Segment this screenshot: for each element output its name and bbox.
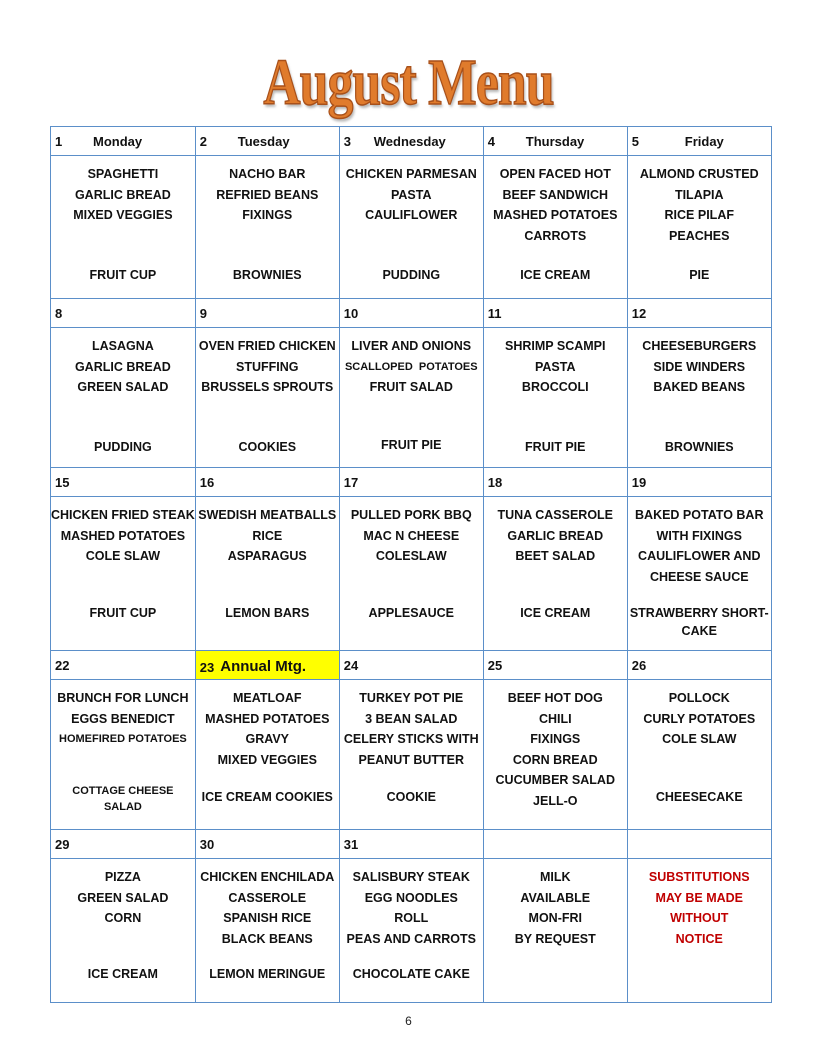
menu-item: GARLIC BREAD — [507, 528, 604, 543]
milk-note-cell — [484, 859, 627, 1002]
menu-item: ASPARAGUS — [227, 549, 307, 564]
date-number: 16 — [199, 474, 215, 490]
menu-item: CHICKEN FRIED STEAK — [51, 508, 195, 522]
week-1-header-row — [51, 127, 772, 156]
main-items — [628, 156, 771, 246]
dessert-item: ICE CREAM — [520, 606, 591, 620]
day-header — [484, 127, 627, 155]
day-header — [340, 830, 483, 858]
note-line: MILK — [539, 870, 571, 884]
menu-item: RICE — [252, 528, 283, 543]
main-items — [484, 328, 627, 398]
menu-item: PEAS AND CARROTS — [346, 931, 476, 946]
date-number: 4 — [487, 133, 495, 149]
main-items — [51, 497, 195, 567]
menu-item: MIXED VEGGIES — [73, 208, 173, 223]
empty-header — [628, 830, 771, 858]
week-2-menu-row — [51, 328, 772, 468]
day-header — [51, 299, 195, 327]
menu-cell — [484, 156, 627, 298]
note-line: SUBSTITUTIONS — [648, 870, 750, 884]
day-header — [196, 830, 339, 858]
main-items — [484, 156, 627, 246]
date-number: 22 — [55, 657, 70, 673]
day-header — [484, 651, 627, 679]
menu-item: CHEESEBURGERS — [642, 339, 757, 353]
week-1-menu-row — [51, 156, 772, 299]
dessert-item: LEMON MERINGUE — [209, 967, 326, 981]
substitution-notice-cell — [628, 859, 771, 1002]
milk-note — [484, 859, 627, 949]
menu-item: ALMOND CRUSTED — [639, 167, 759, 181]
day-header — [628, 299, 771, 327]
menu-item: PASTA — [391, 187, 432, 202]
menu-cell — [628, 328, 771, 467]
dessert-item: PUDDING — [382, 268, 441, 282]
menu-cell — [51, 497, 195, 650]
date-number: 15 — [55, 474, 70, 490]
main-items — [196, 156, 339, 226]
day-header — [340, 299, 483, 327]
day-header — [340, 651, 483, 679]
menu-item: MASHED POTATOES — [493, 208, 618, 223]
menu-item: SHRIMP SCAMPI — [505, 339, 606, 353]
dessert-item: ICE CREAM — [520, 268, 591, 282]
menu-item: 3 BEAN SALAD — [365, 711, 458, 726]
menu-item: STUFFING — [236, 359, 299, 374]
menu-item: OPEN FACED HOT — [499, 167, 611, 181]
note-line: MAY BE MADE — [655, 890, 744, 905]
menu-item: HOMEFIRED POTATOES — [59, 733, 187, 746]
main-items — [340, 680, 483, 770]
menu-item: SCALLOPED POTATOES — [344, 360, 478, 373]
menu-item: LASAGNA — [91, 339, 154, 353]
menu-item: BEEF SANDWICH — [502, 187, 609, 202]
dessert-item: CHEESECAKE — [655, 790, 743, 804]
dessert-item: SALAD — [103, 801, 142, 813]
menu-item: CUCUMBER SALAD — [495, 773, 615, 788]
day-header — [196, 127, 339, 155]
main-items — [628, 328, 771, 398]
menu-item: CURLY POTATOES — [643, 711, 756, 726]
menu-item: LIVER AND ONIONS — [351, 339, 472, 353]
main-items — [340, 859, 483, 949]
dessert-item: APPLESAUCE — [368, 606, 454, 620]
menu-item: POLLOCK — [668, 691, 730, 705]
menu-item: COLE SLAW — [85, 549, 161, 564]
menu-item: OVEN FRIED CHICKEN — [198, 339, 336, 353]
menu-cell — [628, 497, 771, 650]
main-items — [51, 156, 195, 226]
menu-cell — [340, 156, 483, 298]
empty-header — [484, 830, 627, 858]
menu-item: SALISBURY STEAK — [352, 870, 470, 884]
menu-item: FIXINGS — [530, 732, 581, 747]
menu-item: PEANUT BUTTER — [358, 752, 465, 767]
menu-cell — [340, 859, 483, 1002]
day-header — [340, 468, 483, 496]
menu-item: TUNA CASSEROLE — [497, 508, 614, 522]
menu-item: ROLL — [394, 911, 429, 926]
dessert-item: COOKIES — [238, 440, 297, 454]
menu-item: PULLED PORK BBQ — [350, 508, 472, 522]
menu-item: COLESLAW — [375, 549, 447, 564]
note-line: AVAILABLE — [520, 890, 591, 905]
menu-cell — [196, 497, 339, 650]
menu-item: PIZZA — [104, 870, 141, 884]
main-items — [628, 497, 771, 587]
menu-item: BROCCOLI — [521, 380, 589, 395]
menu-cell — [340, 680, 483, 829]
menu-item: RICE PILAF — [664, 208, 734, 223]
date-number: 3 — [343, 133, 351, 149]
main-items — [51, 680, 195, 750]
menu-cell — [484, 328, 627, 467]
menu-item: MAC N CHEESE — [363, 528, 460, 543]
dessert-item: CHOCOLATE CAKE — [352, 967, 470, 981]
day-header — [51, 651, 195, 679]
menu-item: CORN BREAD — [512, 752, 598, 767]
menu-item: BRUSSELS SPROUTS — [201, 380, 334, 395]
dessert-item: BROWNIES — [232, 268, 302, 282]
menu-item: MASHED POTATOES — [60, 528, 186, 543]
menu-cell — [51, 156, 195, 298]
week-3-menu-row — [51, 497, 772, 651]
date-number: 18 — [487, 474, 503, 490]
main-items — [340, 328, 483, 398]
day-header — [628, 127, 771, 155]
menu-item: CHICKEN PARMESAN — [345, 167, 477, 181]
note-line: MON-FRI — [528, 911, 582, 926]
menu-item: MIXED VEGGIES — [217, 752, 317, 767]
menu-item: GREEN SALAD — [77, 380, 169, 395]
menu-item: PEACHES — [669, 228, 730, 243]
note-line: NOTICE — [675, 931, 723, 946]
week-5-menu-row — [51, 859, 772, 1003]
date-number: 30 — [199, 836, 215, 852]
date-number: 8 — [55, 305, 63, 321]
menu-item: GRAVY — [245, 732, 290, 747]
main-items — [51, 328, 195, 398]
menu-item: TURKEY POT PIE — [359, 691, 464, 705]
week-5-header-row — [51, 830, 772, 859]
day-header — [628, 468, 771, 496]
menu-cell — [196, 328, 339, 467]
menu-item: COLE SLAW — [662, 732, 737, 747]
main-items — [196, 680, 339, 770]
annual-meeting-header — [196, 651, 339, 679]
menu-cell — [51, 328, 195, 467]
date-number: 12 — [631, 305, 647, 321]
date-number: 5 — [631, 133, 639, 149]
menu-item: CHILI — [538, 711, 572, 726]
menu-item: WITH FIXINGS — [656, 528, 742, 543]
day-header — [51, 830, 195, 858]
menu-cell — [196, 680, 339, 829]
menu-item: BAKED POTATO BAR — [635, 508, 764, 522]
weekday-label: Monday — [93, 133, 143, 149]
menu-item: CORN — [104, 911, 142, 926]
menu-item: REFRIED BEANS — [216, 187, 319, 202]
date-number: 29 — [55, 836, 70, 852]
dessert-item: FRUIT CUP — [89, 606, 157, 620]
menu-item: BRUNCH FOR LUNCH — [57, 691, 189, 705]
menu-item: SPAGHETTI — [87, 167, 159, 181]
weekday-label: Wednesday — [373, 133, 446, 149]
menu-item: CAULIFLOWER AND — [638, 549, 761, 564]
day-header — [51, 127, 195, 155]
menu-cell — [51, 680, 195, 829]
menu-item: BEEF HOT DOG — [507, 691, 603, 705]
menu-cell — [484, 680, 627, 829]
date-number: 17 — [343, 474, 359, 490]
main-items — [196, 328, 339, 398]
dessert-item: FRUIT CUP — [89, 268, 157, 282]
menu-item: CARROTS — [524, 228, 587, 243]
dessert-item: COOKIE — [386, 790, 436, 804]
dessert-item: CAKE — [681, 624, 717, 638]
menu-item: CHICKEN ENCHILADA — [200, 870, 335, 884]
menu-item: EGGS BENEDICT — [71, 711, 175, 726]
menu-cell — [196, 156, 339, 298]
day-header — [340, 127, 483, 155]
date-number: 10 — [343, 305, 359, 321]
menu-cell — [484, 497, 627, 650]
date-number: 2 — [199, 133, 207, 149]
dessert-item: LEMON BARS — [225, 606, 310, 620]
day-header — [484, 468, 627, 496]
main-items — [628, 680, 771, 750]
week-2-header-row — [51, 299, 772, 328]
menu-item: FRUIT SALAD — [369, 380, 453, 395]
menu-item: MASHED POTATOES — [205, 711, 330, 726]
substitution-notice — [628, 859, 771, 949]
menu-cell — [628, 156, 771, 298]
menu-item: BAKED BEANS — [653, 380, 746, 395]
menu-item: CASSEROLE — [228, 890, 307, 905]
note-line: BY REQUEST — [514, 931, 596, 946]
page-title: August Menu — [263, 46, 554, 119]
menu-item: JELL-O — [533, 793, 578, 808]
menu-item: GARLIC BREAD — [74, 359, 171, 374]
weekday-label: Thursday — [525, 133, 585, 149]
menu-cell — [340, 497, 483, 650]
menu-item: BLACK BEANS — [221, 931, 313, 946]
date-number: 19 — [631, 474, 647, 490]
day-header — [196, 468, 339, 496]
date-number: 11 — [487, 305, 502, 321]
menu-item: SPANISH RICE — [223, 911, 312, 926]
menu-item: SIDE WINDERS — [653, 359, 746, 374]
event-label: Annual Mtg. — [220, 658, 307, 675]
dessert-item: FRUIT PIE — [381, 438, 442, 452]
main-items — [196, 859, 339, 949]
date-number: 24 — [343, 657, 359, 673]
main-items — [484, 680, 627, 812]
menu-cell — [340, 328, 483, 467]
main-items — [196, 497, 339, 567]
dessert-item: FRUIT PIE — [525, 440, 586, 454]
weekday-label: Friday — [684, 133, 724, 149]
menu-item: FIXINGS — [242, 208, 293, 223]
menu-cell — [628, 680, 771, 829]
dessert-item: PIE — [689, 268, 710, 282]
menu-calendar — [50, 126, 772, 1003]
weekday-label: Tuesday — [237, 133, 290, 149]
menu-item: SWEDISH MEATBALLS — [198, 508, 337, 522]
date-number: 26 — [631, 657, 647, 673]
menu-item: CHEESE SAUCE — [649, 569, 749, 584]
menu-item: EGG NOODLES — [364, 890, 458, 905]
menu-item: TILAPIA — [674, 187, 724, 202]
menu-cell — [196, 859, 339, 1002]
date-number: 23 — [199, 659, 215, 675]
dessert-item: ICE CREAM — [87, 967, 158, 981]
menu-item: CELERY STICKS WITH — [343, 732, 479, 747]
note-line: WITHOUT — [670, 911, 729, 926]
main-items — [340, 497, 483, 567]
main-items — [51, 859, 195, 929]
main-items — [340, 156, 483, 226]
dessert-item: BROWNIES — [664, 440, 734, 454]
date-number: 25 — [487, 657, 503, 673]
page-number: 6 — [405, 1014, 412, 1028]
main-items — [484, 497, 627, 567]
dessert-item: STRAWBERRY SHORT- — [629, 606, 769, 620]
date-number: 1 — [55, 133, 63, 149]
dessert-item: ICE CREAM COOKIES — [201, 790, 333, 804]
day-header — [51, 468, 195, 496]
menu-item: CAULIFLOWER — [365, 208, 458, 223]
day-header — [628, 651, 771, 679]
week-4-menu-row — [51, 680, 772, 830]
week-3-header-row — [51, 468, 772, 497]
menu-item: GARLIC BREAD — [74, 187, 171, 202]
menu-item: BEET SALAD — [515, 549, 596, 564]
dessert-item: PUDDING — [94, 440, 152, 454]
menu-item: MEATLOAF — [233, 691, 302, 705]
date-number: 9 — [199, 305, 207, 321]
date-number: 31 — [343, 836, 359, 852]
menu-item: GREEN SALAD — [77, 890, 169, 905]
menu-item: NACHO BAR — [229, 167, 306, 181]
menu-item: PASTA — [535, 359, 576, 374]
menu-cell — [51, 859, 195, 1002]
day-header — [196, 299, 339, 327]
week-4-header-row — [51, 651, 772, 680]
day-header — [484, 299, 627, 327]
dessert-item: COTTAGE CHEESE — [72, 785, 174, 797]
